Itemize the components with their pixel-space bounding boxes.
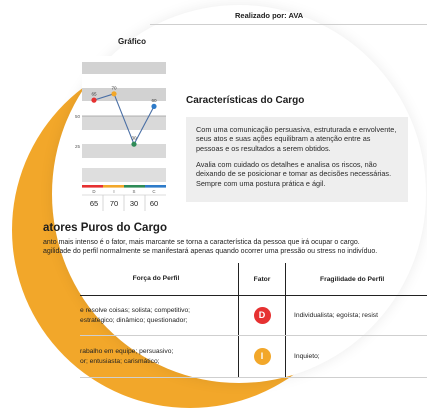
caracteristicas-title: Características do Cargo xyxy=(186,95,304,106)
chart-title: Gráfico xyxy=(118,37,146,46)
caracteristicas-paragraph: Avalia com cuidado os detalhes e analisa os riscos, não deixando de se posicionar e tomar as decisões necessárias. Sempre com uma postura prática e ágil. xyxy=(196,160,398,188)
header-forca: Força do Perfil xyxy=(80,263,239,296)
fragilidade-cell: Individualista; egoísta; resist xyxy=(286,296,427,336)
y-tick-label: 50 xyxy=(75,114,81,119)
chart-band xyxy=(82,62,166,74)
forca-line: or; entusiasta; carismático; xyxy=(80,357,232,367)
forca-line: rabalho em equipe; persuasivo; xyxy=(80,347,232,357)
fatores-line: agilidade do perfil normalmente se manifestará apenas quando ocorrer uma pressão ou stress no indivíduo. xyxy=(43,247,423,256)
chart-band xyxy=(82,168,166,182)
data-point-s xyxy=(131,142,136,147)
data-label: 70 xyxy=(111,85,117,90)
header-fator: Fator xyxy=(239,263,286,296)
value-cell: 70 xyxy=(110,199,118,208)
fragilidade-cell: Inquieto; xyxy=(286,336,427,378)
header-divider xyxy=(150,24,427,25)
category-color-strip xyxy=(103,185,124,188)
document-magnifier xyxy=(52,5,426,383)
data-label: 65 xyxy=(91,92,97,97)
fator-i-badge: I xyxy=(254,348,271,365)
category-color-strip xyxy=(124,185,145,188)
forca-cell xyxy=(80,296,239,336)
data-point-d xyxy=(91,98,96,103)
forca-line: estratégico; dinâmico; questionador; xyxy=(80,316,232,326)
x-tick-label: C xyxy=(152,189,155,194)
value-cell: 60 xyxy=(150,199,158,208)
y-tick-label: 25 xyxy=(75,144,81,149)
disc-profile-chart xyxy=(82,56,166,214)
chart-svg xyxy=(82,56,166,214)
fator-d-badge: D xyxy=(254,307,271,324)
data-point-i xyxy=(111,91,116,96)
table-row xyxy=(80,336,427,378)
caracteristicas-paragraph: Com uma comunicação persuasiva, estruturada e envolvente, seus atos e suas ações equilibram a atenção entre as pessoas e os resultados a serem obtidos. xyxy=(196,125,398,153)
x-tick-label: S xyxy=(133,189,136,194)
fator-cell xyxy=(239,296,286,336)
caracteristicas-box xyxy=(186,117,408,202)
forca-line: e resolve coisas; solista; competitivo; xyxy=(80,306,232,316)
fatores-title: atores Puros do Cargo xyxy=(43,222,167,234)
table-header-row xyxy=(80,263,427,296)
data-point-c xyxy=(151,104,156,109)
data-label: 30 xyxy=(131,136,137,141)
fatores-description xyxy=(43,238,423,257)
realizado-por-label: Realizado por: AVA xyxy=(235,11,303,20)
category-color-strip xyxy=(82,185,103,188)
value-cell: 65 xyxy=(90,199,98,208)
chart-band xyxy=(82,144,166,158)
x-tick-label: D xyxy=(92,189,95,194)
forca-cell xyxy=(80,336,239,378)
fatores-table xyxy=(80,263,427,378)
header-fragilidade: Fragilidade do Perfil xyxy=(286,263,427,296)
x-tick-label: I xyxy=(113,189,114,194)
fatores-line: anto mais intenso é o fator, mais marcante se torna a característica da pessoa que irá ocupar o cargo. xyxy=(43,238,423,247)
category-color-strip xyxy=(145,185,166,188)
fator-cell xyxy=(239,336,286,378)
table-row xyxy=(80,296,427,336)
value-cell: 30 xyxy=(130,199,138,208)
data-label: 60 xyxy=(151,98,157,103)
